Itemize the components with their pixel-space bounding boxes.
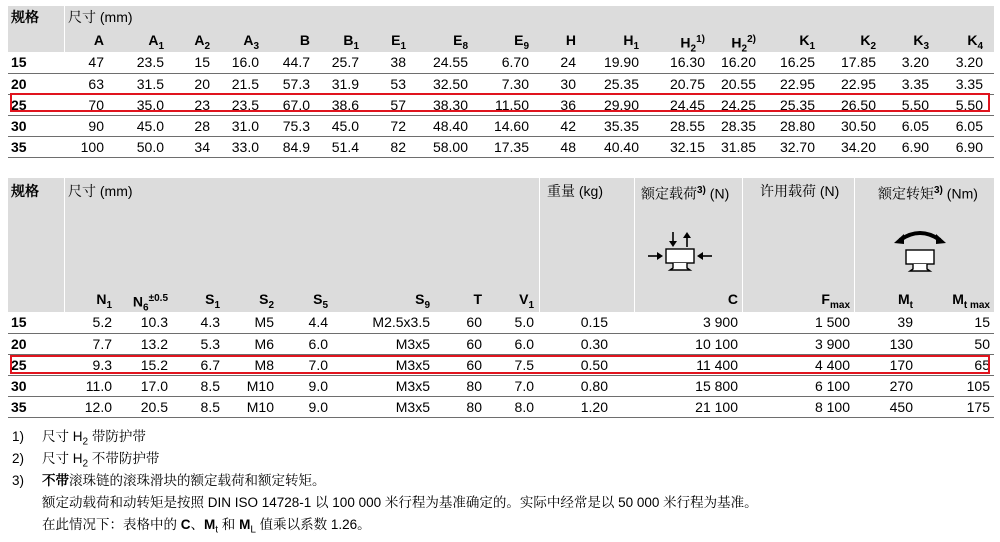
table1-col-header: $H_2^{2)}$ xyxy=(731,34,756,55)
table2-cell: 8.5 xyxy=(200,399,220,415)
table2-cell: 39 xyxy=(897,314,913,330)
table1-cell: 6.05 xyxy=(901,118,929,134)
footnote-1: 1) 尺寸 $H_2$ 带防护带 xyxy=(12,429,146,448)
table1-col-header: H xyxy=(565,32,576,48)
table1-spec-label: 规格 xyxy=(11,9,39,25)
rated-load-label: 额定载荷$^{3)}$ (N) xyxy=(641,185,730,202)
table1-cell: 23.5 xyxy=(231,97,259,113)
table1-cell: 21.5 xyxy=(231,76,259,92)
table1-cell: 3.35 xyxy=(955,76,983,92)
table2-cell: 9.0 xyxy=(308,378,328,394)
table2-cell: 13.2 xyxy=(140,336,168,352)
table2-cell: 50 xyxy=(974,336,990,352)
table2-cell: 8 100 xyxy=(814,399,850,415)
table2-cell: 5.2 xyxy=(92,314,112,330)
table1-cell: 32.70 xyxy=(779,139,815,155)
size-cell: 15 xyxy=(11,54,27,70)
table2-cell: 270 xyxy=(889,378,913,394)
table1-cell: 63 xyxy=(88,76,104,92)
table2-cell: 450 xyxy=(889,399,913,415)
table2-col-header: $M_t$ xyxy=(897,291,913,311)
table2-cell: 175 xyxy=(966,399,990,415)
table1-cell: 75.3 xyxy=(282,118,310,134)
table2-cell: M5 xyxy=(254,314,274,330)
table1-cell: 44.7 xyxy=(282,54,310,70)
table2-cell: M3x5 xyxy=(395,378,430,394)
table2-cell: M3x5 xyxy=(395,399,430,415)
table2-cell: 105 xyxy=(966,378,990,394)
table1-col-header: $E_1$ xyxy=(391,32,406,52)
table1-cell: 29.90 xyxy=(603,97,639,113)
table2-dim-label: 尺寸 (mm) xyxy=(68,183,133,199)
table1-cell: 30 xyxy=(560,76,576,92)
torque-direction-icon xyxy=(888,224,952,276)
table1-cell: 16.20 xyxy=(720,54,756,70)
table1-cell: 90 xyxy=(88,118,104,134)
table2-cell: 1.20 xyxy=(580,399,608,415)
table2-row xyxy=(8,312,994,332)
table1-cell: 24 xyxy=(560,54,576,70)
table2-cell: 130 xyxy=(889,336,913,352)
table1-cell: 40.40 xyxy=(603,139,639,155)
table1-cell: 5.50 xyxy=(955,97,983,113)
table1-cell: 6.90 xyxy=(901,139,929,155)
table2-cell: 21 100 xyxy=(695,399,738,415)
table2-col-header: $N_6^{\pm 0.5}$ xyxy=(132,293,168,314)
table1-col-header: B xyxy=(299,32,310,48)
table1-col-header: $K_1$ xyxy=(799,32,815,52)
table2-cell: 15 xyxy=(974,314,990,330)
size-cell: 20 xyxy=(11,76,27,92)
table1-cell: 28.80 xyxy=(779,118,815,134)
table1-col-header: $H_1$ xyxy=(623,32,639,52)
size-cell: 35 xyxy=(11,399,27,415)
table1-cell: 19.90 xyxy=(603,54,639,70)
table1-col-header: A xyxy=(93,32,104,48)
table1-cell: 31.85 xyxy=(720,139,756,155)
table1-cell: 17.35 xyxy=(493,139,529,155)
table2-cell: M3x5 xyxy=(395,357,430,373)
table1-cell: 22.95 xyxy=(840,76,876,92)
load-direction-icon xyxy=(640,230,720,280)
table2-cell: 7.7 xyxy=(92,336,112,352)
footnote-3: 3) 不带滚珠链的滚珠滑块的额定载荷和额定转矩。 额定动载荷和动转矩是按照 DIN ISO 14728-1 以 100 000 米行程为基准确定的。实际中经常是以 50 000 米行程为基准。 在此情况下：表格中的 C、$M_t$ 和 $M_L$ 值乘以系数 1.26。 xyxy=(12,472,972,536)
table2-cell: M3x5 xyxy=(395,336,430,352)
table2-col-header: $F_{max}$ xyxy=(821,291,850,311)
table1-cell: 17.85 xyxy=(840,54,876,70)
table1-cell: 42 xyxy=(560,118,576,134)
size-cell: 30 xyxy=(11,378,27,394)
table2-col-header: $M_{t max}$ xyxy=(952,291,990,311)
table2-cell: 6.0 xyxy=(308,336,328,352)
table2-cell: 0.30 xyxy=(580,336,608,352)
table1-cell: 3.20 xyxy=(901,54,929,70)
table1-cell: 67.0 xyxy=(282,97,310,113)
table1-cell: 24.45 xyxy=(669,97,705,113)
table2-cell: 15 800 xyxy=(695,378,738,394)
table1-col-header: $H_2^{1)}$ xyxy=(680,34,705,55)
table2-cell: 10.3 xyxy=(140,314,168,330)
table2-cell: 4 400 xyxy=(814,357,850,373)
table1-col-header: $E_8$ xyxy=(453,32,468,52)
table1-cell: 72 xyxy=(390,118,406,134)
table2-col-header: $S_9$ xyxy=(415,291,430,311)
table2-cell: 4.3 xyxy=(200,314,220,330)
table2-cell: 1 500 xyxy=(814,314,850,330)
table2-cell: M10 xyxy=(246,378,274,394)
table1-cell: 38 xyxy=(390,54,406,70)
table1-cell: 32.50 xyxy=(432,76,468,92)
table1-cell: 84.9 xyxy=(282,139,310,155)
table2-col-header: $S_5$ xyxy=(313,291,328,311)
table2-col-header: C xyxy=(727,291,738,307)
table1-cell: 20.75 xyxy=(669,76,705,92)
table1-col-header: $K_3$ xyxy=(913,32,929,52)
table2-row xyxy=(8,333,994,354)
table2-cell: 4.4 xyxy=(308,314,328,330)
table2-cell: M8 xyxy=(254,357,274,373)
table1-cell: 100 xyxy=(80,139,104,155)
table1-cell: 31.9 xyxy=(331,76,359,92)
table1-cell: 22.95 xyxy=(779,76,815,92)
table1-cell: 70 xyxy=(88,97,104,113)
table2-cell: 65 xyxy=(974,357,990,373)
table2-cell: 11 400 xyxy=(696,357,738,373)
table1-cell: 35.0 xyxy=(136,97,164,113)
table2-cell: 11.0 xyxy=(85,378,112,394)
table2-cell: 3 900 xyxy=(814,336,850,352)
table1-cell: 3.35 xyxy=(901,76,929,92)
size-cell: 30 xyxy=(11,118,27,134)
table1-cell: 28.35 xyxy=(720,118,756,134)
table1-dim-label: 尺寸 (mm) xyxy=(68,9,133,25)
table2-cell: 7.0 xyxy=(514,378,534,394)
table1-cell: 48.40 xyxy=(432,118,468,134)
table2-cell: M10 xyxy=(246,399,274,415)
table1-col-header: $A_3$ xyxy=(243,32,259,52)
table1-cell: 6.70 xyxy=(501,54,529,70)
table2-col-header: $S_1$ xyxy=(205,291,220,311)
table1-cell: 38.6 xyxy=(331,97,359,113)
table2-cell: 10 100 xyxy=(695,336,738,352)
table2-cell: 6 100 xyxy=(814,378,850,394)
table1-cell: 32.15 xyxy=(669,139,705,155)
table1-cell: 47 xyxy=(88,54,104,70)
table1-col-header: $B_1$ xyxy=(343,32,359,52)
table1-cell: 26.50 xyxy=(840,97,876,113)
footnote-3-line-3: 在此情况下：表格中的 C、$M_t$ 和 $M_L$ 值乘以系数 1.26。 xyxy=(42,517,371,536)
table2-row xyxy=(8,396,994,418)
size-cell: 25 xyxy=(11,97,27,113)
table2-cell: 5.3 xyxy=(200,336,220,352)
table2-cell: 20.5 xyxy=(140,399,168,415)
table1-cell: 35.35 xyxy=(603,118,639,134)
footnote-2: 2) 尺寸 $H_2$ 不带防护带 xyxy=(12,451,160,470)
footnote-3-number: 3) xyxy=(12,473,25,488)
table2-cell: 80 xyxy=(466,399,482,415)
table1-cell: 24.55 xyxy=(432,54,468,70)
table1-cell: 57.3 xyxy=(282,76,310,92)
load-table-2 xyxy=(8,178,994,418)
table2-cell: 3 900 xyxy=(702,314,738,330)
table1-cell: 16.0 xyxy=(231,54,259,70)
table1-cell: 45.0 xyxy=(136,118,164,134)
table2-cell: M6 xyxy=(254,336,274,352)
table1-cell: 20 xyxy=(194,76,210,92)
table1-cell: 16.30 xyxy=(669,54,705,70)
table2-cell: 170 xyxy=(889,357,913,373)
size-cell: 20 xyxy=(11,336,27,352)
table2-cell: 0.50 xyxy=(580,357,608,373)
footnote-1-number: 1) xyxy=(12,429,25,444)
size-cell: 35 xyxy=(11,139,27,155)
table2-cell: 0.80 xyxy=(580,378,608,394)
table2-cell: 60 xyxy=(466,314,482,330)
table1-cell: 57 xyxy=(390,97,406,113)
table2-cell: 60 xyxy=(466,336,482,352)
rated-torque-label: 额定转矩$^{3)}$ (Nm) xyxy=(878,185,978,202)
table1-row xyxy=(8,136,994,158)
weight-label: 重量 (kg) xyxy=(547,183,603,199)
table2-highlight-row-25 xyxy=(10,355,990,374)
table1-row xyxy=(8,73,994,94)
table1-cell: 58.00 xyxy=(432,139,468,155)
table1-cell: 82 xyxy=(390,139,406,155)
table1-cell: 33.0 xyxy=(231,139,259,155)
table2-cell: 6.7 xyxy=(200,357,220,373)
table1-cell: 34.20 xyxy=(840,139,876,155)
table2-col-header: T xyxy=(473,291,482,307)
table2-col-header: $N_1$ xyxy=(96,291,112,311)
footnote-3-line-2: 额定动载荷和动转矩是按照 DIN ISO 14728-1 以 100 000 米行程为基准确定的。实际中经常是以 50 000 米行程为基准。 xyxy=(42,495,758,510)
table1-col-header: $A_2$ xyxy=(194,32,210,52)
table1-cell: 15 xyxy=(194,54,210,70)
table1-cell: 25.35 xyxy=(779,97,815,113)
table1-cell: 6.90 xyxy=(955,139,983,155)
dimension-table-1 xyxy=(8,6,994,158)
table1-cell: 45.0 xyxy=(331,118,359,134)
table2-cell: 5.0 xyxy=(514,314,534,330)
table1-cell: 28 xyxy=(194,118,210,134)
table1-cell: 25.35 xyxy=(603,76,639,92)
table1-cell: 20.55 xyxy=(720,76,756,92)
table1-cell: 3.20 xyxy=(955,54,983,70)
table1-cell: 31.5 xyxy=(136,76,164,92)
size-cell: 15 xyxy=(11,314,27,330)
table2-cell: 60 xyxy=(466,357,482,373)
table1-cell: 25.7 xyxy=(331,54,359,70)
table1-cell: 14.60 xyxy=(493,118,529,134)
table2-cell: 12.0 xyxy=(84,399,112,415)
table1-cell: 6.05 xyxy=(955,118,983,134)
table1-cell: 23 xyxy=(194,97,210,113)
table1-cell: 7.30 xyxy=(501,76,529,92)
table2-cell: 7.5 xyxy=(514,357,534,373)
table1-row xyxy=(8,115,994,136)
table1-cell: 11.50 xyxy=(495,97,529,113)
table1-cell: 5.50 xyxy=(901,97,929,113)
table1-cell: 50.0 xyxy=(136,139,164,155)
table2-cell: 8.0 xyxy=(514,399,534,415)
table1-cell: 38.30 xyxy=(432,97,468,113)
table1-cell: 53 xyxy=(390,76,406,92)
table2-cell: 9.0 xyxy=(308,399,328,415)
table1-cell: 36 xyxy=(560,97,576,113)
table2-cell: 7.0 xyxy=(308,357,328,373)
table2-cell: 80 xyxy=(466,378,482,394)
table2-cell: 15.2 xyxy=(140,357,168,373)
table2-cell: M2.5x3.5 xyxy=(372,314,430,330)
table1-col-header: $A_1$ xyxy=(148,32,164,52)
table1-cell: 24.25 xyxy=(720,97,756,113)
table1-highlight-row-25 xyxy=(10,93,990,112)
table1-cell: 51.4 xyxy=(331,139,359,155)
table1-cell: 28.55 xyxy=(669,118,705,134)
table2-col-header: $S_2$ xyxy=(259,291,274,311)
footnote-2-number: 2) xyxy=(12,451,25,466)
table2-cell: 0.15 xyxy=(580,314,608,330)
table1-cell: 34 xyxy=(194,139,210,155)
table1-col-header: $K_2$ xyxy=(860,32,876,52)
table1-cell: 30.50 xyxy=(840,118,876,134)
table1-cell: 31.0 xyxy=(231,118,259,134)
table2-cell: 17.0 xyxy=(140,378,168,394)
table1-cell: 16.25 xyxy=(779,54,815,70)
table2-cell: 9.3 xyxy=(92,357,112,373)
table2-cell: 6.0 xyxy=(514,336,534,352)
table1-cell: 48 xyxy=(560,139,576,155)
table1-row xyxy=(8,52,994,72)
table2-col-header: $V_1$ xyxy=(519,291,534,311)
table2-cell: 8.5 xyxy=(200,378,220,394)
size-cell: 25 xyxy=(11,357,27,373)
table2-row xyxy=(8,375,994,396)
allowed-load-label: 许用载荷 (N) xyxy=(760,183,840,199)
table1-col-header: $E_9$ xyxy=(514,32,529,52)
table1-cell: 23.5 xyxy=(136,54,164,70)
table2-spec-label: 规格 xyxy=(11,183,39,199)
table1-col-header: $K_4$ xyxy=(967,32,983,52)
